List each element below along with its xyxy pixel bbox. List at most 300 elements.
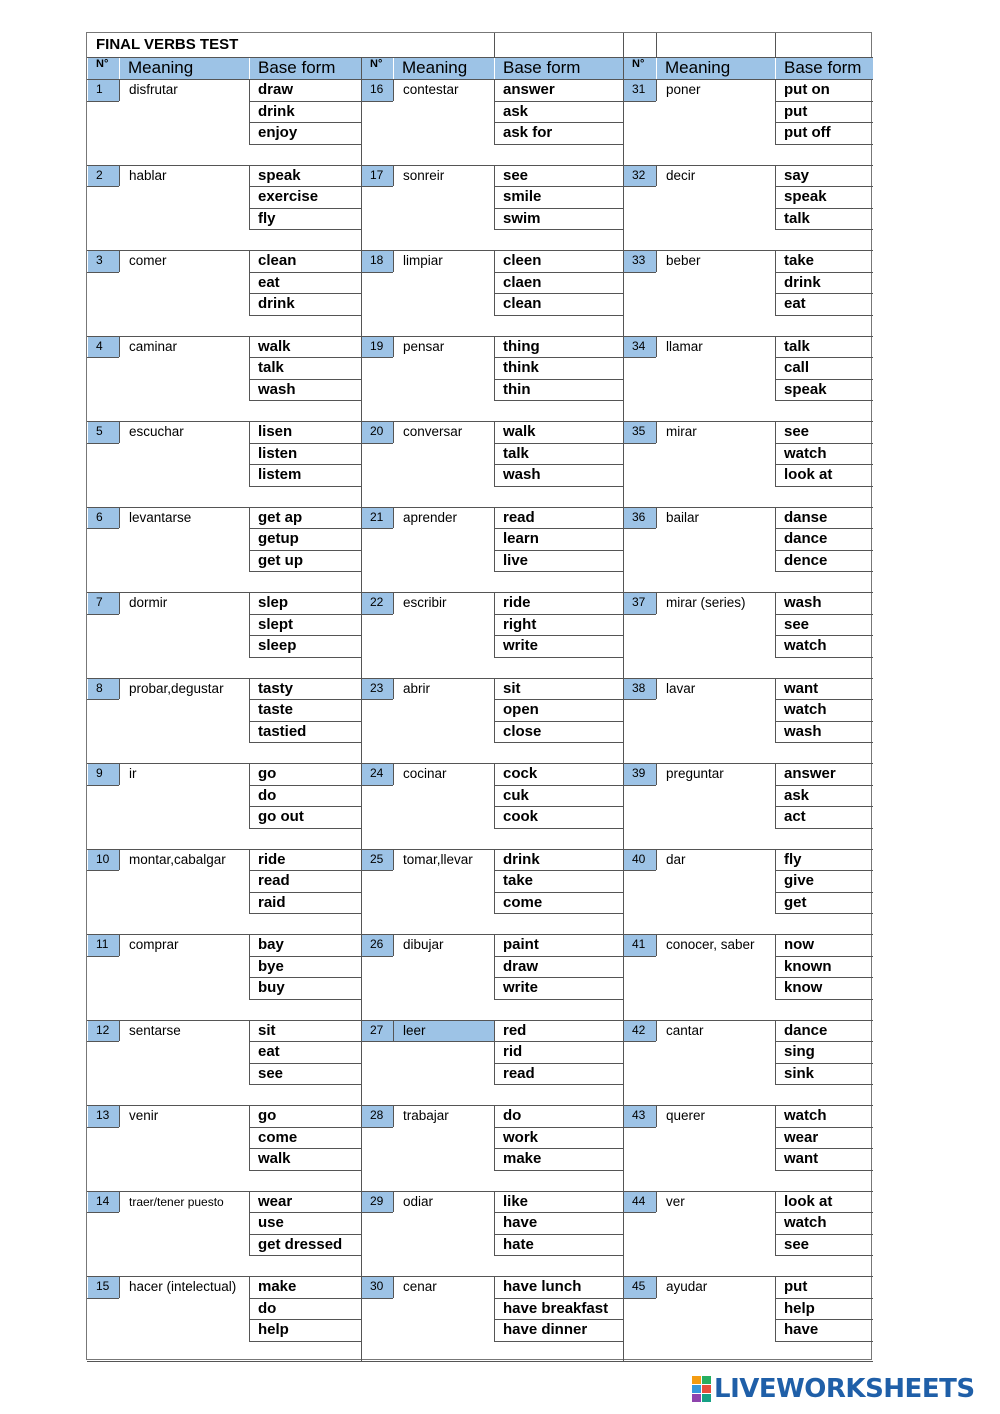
base-form-option[interactable]: say xyxy=(784,166,810,184)
divider-line xyxy=(494,849,495,914)
base-form-option[interactable]: talk xyxy=(784,209,810,227)
base-form-option[interactable]: know xyxy=(784,979,823,996)
option-underline xyxy=(249,870,361,871)
base-form-option[interactable]: listen xyxy=(258,444,298,462)
base-form-option[interactable]: watch xyxy=(784,1214,827,1231)
option-underline xyxy=(775,550,873,551)
base-form-option[interactable]: give xyxy=(784,872,815,889)
base-form-option[interactable]: drink xyxy=(258,295,295,312)
divider-line xyxy=(393,1127,494,1128)
base-form-option[interactable]: have dinner xyxy=(503,1321,588,1338)
divider-line xyxy=(623,357,656,358)
base-form-option[interactable]: have xyxy=(784,1321,819,1338)
base-form-option[interactable]: exercise xyxy=(258,188,319,205)
divider-line xyxy=(87,186,119,187)
base-form-option[interactable]: take xyxy=(503,872,534,889)
base-form-option[interactable]: paint xyxy=(503,936,539,953)
base-form-option[interactable]: listem xyxy=(258,466,302,483)
base-form-option[interactable]: see xyxy=(503,166,529,184)
base-form-option[interactable]: bay xyxy=(258,936,284,953)
divider-line xyxy=(494,934,495,999)
item-number: 32 xyxy=(632,167,646,182)
base-form-option[interactable]: see xyxy=(784,615,810,633)
base-form-option[interactable]: taste xyxy=(258,701,294,718)
group-divider xyxy=(623,165,873,166)
base-form-option[interactable]: help xyxy=(258,1321,289,1338)
base-form-option[interactable]: speak xyxy=(784,188,827,205)
divider-line xyxy=(119,357,249,358)
base-form-option[interactable]: cuk xyxy=(503,786,529,804)
base-form-option[interactable]: sit xyxy=(258,1021,276,1039)
base-form-option[interactable]: do xyxy=(258,1299,277,1317)
divider-line xyxy=(775,165,776,230)
base-form-option[interactable]: make xyxy=(258,1278,297,1295)
divider-line xyxy=(87,699,119,700)
option-underline xyxy=(494,1298,623,1299)
header-number: N° xyxy=(632,58,645,70)
header-meaning: Meaning xyxy=(402,58,468,77)
meaning-text: abrir xyxy=(403,680,431,696)
base-form-option[interactable]: wash xyxy=(503,466,541,483)
base-form-option[interactable]: talk xyxy=(503,444,529,462)
divider-line xyxy=(87,1361,873,1362)
option-underline xyxy=(494,828,623,829)
base-form-option[interactable]: speak xyxy=(258,166,301,184)
item-number: 42 xyxy=(632,1022,646,1037)
meaning-text: ayudar xyxy=(666,1279,708,1294)
base-form-option[interactable]: drink xyxy=(258,102,295,120)
divider-line xyxy=(656,699,775,700)
meaning-text: dar xyxy=(666,851,686,867)
item-number: 44 xyxy=(632,1193,646,1208)
option-underline xyxy=(249,913,361,914)
divider-line xyxy=(393,1212,494,1213)
base-form-option[interactable]: dance xyxy=(784,1021,828,1039)
base-form-option[interactable]: enjoy xyxy=(258,124,298,141)
divider-line xyxy=(87,1212,119,1213)
base-form-option[interactable]: cook xyxy=(503,808,539,825)
number-cell-bg xyxy=(88,508,119,529)
option-underline xyxy=(775,635,873,636)
group-divider xyxy=(361,421,623,422)
base-form-option[interactable]: see xyxy=(258,1064,284,1082)
base-form-option[interactable]: see xyxy=(784,423,810,440)
divider-line xyxy=(494,33,495,57)
item-number: 39 xyxy=(632,766,646,780)
divider-line xyxy=(656,870,775,871)
base-form-option[interactable]: now xyxy=(784,936,814,953)
option-underline xyxy=(494,1127,623,1128)
base-form-option[interactable]: slept xyxy=(258,615,294,633)
item-number: 24 xyxy=(370,766,384,780)
divider-line xyxy=(623,101,656,102)
base-form-option[interactable]: watch xyxy=(784,444,827,462)
base-form-option[interactable]: draw xyxy=(503,957,539,975)
divider-line xyxy=(393,849,394,871)
base-form-option[interactable]: right xyxy=(503,615,537,633)
base-form-option[interactable]: draw xyxy=(258,81,294,98)
meaning-text: preguntar xyxy=(666,766,724,781)
base-form-option[interactable]: live xyxy=(503,551,529,569)
option-underline xyxy=(249,571,361,572)
item-number: 12 xyxy=(96,1022,110,1037)
base-form-option[interactable]: tasty xyxy=(258,679,294,697)
option-underline xyxy=(775,1212,873,1213)
option-underline xyxy=(249,443,361,444)
base-form-option[interactable]: clean xyxy=(503,295,542,312)
group-divider xyxy=(87,250,361,251)
base-form-option[interactable]: claen xyxy=(503,273,542,291)
base-form-option[interactable]: cleen xyxy=(503,252,542,269)
base-form-option[interactable]: think xyxy=(503,359,539,376)
meaning-text: dormir xyxy=(129,595,168,610)
base-form-option[interactable]: smile xyxy=(503,188,542,205)
divider-line xyxy=(656,956,775,957)
base-form-option[interactable]: learn xyxy=(503,530,539,547)
meaning-text: cocinar xyxy=(403,766,447,781)
option-underline xyxy=(775,229,873,230)
divider-line xyxy=(494,57,495,79)
option-underline xyxy=(775,977,873,978)
item-number: 10 xyxy=(96,851,110,866)
base-form-option[interactable]: come xyxy=(258,1128,298,1146)
base-form-option[interactable]: do xyxy=(258,786,277,804)
divider-line xyxy=(249,678,250,743)
meaning-text: mirar (series) xyxy=(666,595,746,610)
divider-line xyxy=(775,421,776,486)
option-underline xyxy=(775,272,873,273)
divider-line xyxy=(119,57,120,79)
base-form-option[interactable]: watch xyxy=(784,701,827,718)
divider-line xyxy=(119,1041,249,1042)
option-underline xyxy=(494,657,623,658)
base-form-option[interactable]: read xyxy=(503,1064,535,1082)
item-number: 45 xyxy=(632,1279,646,1293)
divider-line xyxy=(119,1191,120,1213)
header-meaning: Meaning xyxy=(128,58,194,77)
divider-line xyxy=(775,1276,776,1341)
divider-line xyxy=(623,785,656,786)
meaning-text: odiar xyxy=(403,1193,434,1209)
base-form-option[interactable]: sleep xyxy=(258,637,297,654)
base-form-option[interactable]: open xyxy=(503,701,539,718)
base-form-option[interactable]: eat xyxy=(258,1043,280,1060)
option-underline xyxy=(775,528,873,529)
divider-line xyxy=(775,336,776,401)
item-number: 43 xyxy=(632,1108,646,1122)
base-form-option[interactable]: dence xyxy=(784,551,828,569)
base-form-option[interactable]: get xyxy=(784,893,807,911)
base-form-option[interactable]: read xyxy=(503,508,535,526)
base-form-option[interactable]: walk xyxy=(258,1150,291,1167)
number-cell-bg xyxy=(88,593,119,614)
item-number: 1 xyxy=(96,82,103,96)
base-form-option[interactable]: get ap xyxy=(258,508,303,526)
base-form-option[interactable]: lisen xyxy=(258,423,293,440)
base-form-option[interactable]: talk xyxy=(784,337,810,355)
option-underline xyxy=(494,186,623,187)
base-form-option[interactable]: danse xyxy=(784,508,828,526)
base-form-option[interactable]: wear xyxy=(258,1192,293,1210)
option-underline xyxy=(775,1084,873,1085)
base-form-option[interactable]: rid xyxy=(503,1043,523,1060)
divider-line xyxy=(361,614,393,615)
divider-line xyxy=(249,507,250,572)
item-number: 33 xyxy=(632,253,646,267)
divider-line xyxy=(393,1191,394,1213)
divider-line xyxy=(393,1298,494,1299)
option-underline xyxy=(775,486,873,487)
divider-line xyxy=(361,785,393,786)
base-form-option[interactable]: write xyxy=(503,979,539,996)
option-underline xyxy=(494,122,623,123)
option-underline xyxy=(494,400,623,401)
group-divider xyxy=(361,1105,623,1106)
option-underline xyxy=(775,1148,873,1149)
meaning-text: probar,degustar xyxy=(129,680,224,696)
base-form-option[interactable]: dance xyxy=(784,530,828,547)
base-form-option[interactable]: put xyxy=(784,102,808,120)
base-form-option[interactable]: do xyxy=(503,1107,522,1124)
option-underline xyxy=(775,699,873,700)
divider-line xyxy=(87,1298,119,1299)
base-form-option[interactable]: thin xyxy=(503,380,531,398)
item-number: 22 xyxy=(370,595,384,609)
base-form-option[interactable]: put off xyxy=(784,124,831,141)
option-underline xyxy=(249,1170,361,1171)
base-form-option[interactable]: go out xyxy=(258,808,304,825)
divider-line xyxy=(119,507,120,529)
base-form-option[interactable]: eat xyxy=(784,295,806,312)
option-underline xyxy=(775,1341,873,1342)
base-form-option[interactable]: drink xyxy=(784,273,821,291)
group-divider xyxy=(623,678,873,679)
divider-line xyxy=(393,250,394,272)
base-form-option[interactable]: get up xyxy=(258,551,303,569)
base-form-option[interactable]: fly xyxy=(258,209,276,227)
group-divider xyxy=(623,1020,873,1021)
option-underline xyxy=(249,1319,361,1320)
base-form-option[interactable]: want xyxy=(784,1150,819,1167)
divider-line xyxy=(494,1276,495,1341)
base-form-option[interactable]: look at xyxy=(784,1192,833,1210)
base-form-option[interactable]: known xyxy=(784,957,832,975)
option-underline xyxy=(775,1234,873,1235)
group-divider xyxy=(87,1020,361,1021)
base-form-option[interactable]: ask xyxy=(503,102,529,120)
divider-line xyxy=(249,592,250,657)
base-form-option[interactable]: tastied xyxy=(258,722,307,740)
base-form-option[interactable]: see xyxy=(784,1235,810,1253)
base-form-option[interactable]: clean xyxy=(258,252,297,269)
base-form-option[interactable]: ask xyxy=(784,786,810,804)
group-divider xyxy=(623,250,873,251)
base-form-option[interactable]: read xyxy=(258,872,290,889)
meaning-text: beber xyxy=(666,253,701,268)
number-cell-bg xyxy=(88,166,119,187)
divider-line xyxy=(393,699,494,700)
base-form-option[interactable]: watch xyxy=(784,1107,827,1124)
base-form-option[interactable]: wash xyxy=(784,722,822,740)
divider-line xyxy=(87,57,873,58)
divider-line xyxy=(119,421,120,443)
divider-line xyxy=(656,357,775,358)
divider-line xyxy=(656,421,657,443)
base-form-option[interactable]: cock xyxy=(503,765,538,782)
option-underline xyxy=(494,101,623,102)
option-underline xyxy=(494,806,623,807)
meaning-text: montar,cabalgar xyxy=(129,851,226,867)
divider-line xyxy=(87,956,119,957)
base-form-option[interactable]: help xyxy=(784,1299,815,1317)
base-form-option[interactable]: have lunch xyxy=(503,1278,582,1295)
base-form-option[interactable]: have breakfast xyxy=(503,1299,609,1317)
divider-line xyxy=(656,1276,657,1298)
base-form-option[interactable]: get dressed xyxy=(258,1235,343,1253)
number-cell-bg xyxy=(88,337,119,358)
base-form-option[interactable]: use xyxy=(258,1214,284,1231)
base-form-option[interactable]: hate xyxy=(503,1235,534,1253)
group-divider xyxy=(361,763,623,764)
base-form-option[interactable]: have xyxy=(503,1214,538,1231)
divider-line xyxy=(119,1127,249,1128)
base-form-option[interactable]: sink xyxy=(784,1064,815,1082)
base-form-option[interactable]: walk xyxy=(258,337,291,355)
base-form-option[interactable]: sit xyxy=(503,679,521,697)
item-number: 25 xyxy=(370,851,384,866)
base-form-option[interactable]: wash xyxy=(784,594,822,611)
divider-line xyxy=(249,1020,250,1085)
base-form-option[interactable]: red xyxy=(503,1021,527,1039)
option-underline xyxy=(775,806,873,807)
item-number: 6 xyxy=(96,509,103,524)
base-form-option[interactable]: eat xyxy=(258,273,280,291)
group-divider xyxy=(87,849,361,850)
group-divider xyxy=(623,763,873,764)
base-form-option[interactable]: wear xyxy=(784,1128,819,1146)
meaning-text: comer xyxy=(129,253,167,268)
base-form-option[interactable]: slep xyxy=(258,594,289,611)
base-form-option[interactable]: answer xyxy=(784,765,836,782)
base-form-option[interactable]: bye xyxy=(258,957,284,975)
base-form-option[interactable]: answer xyxy=(503,81,555,98)
meaning-text: lavar xyxy=(666,680,696,696)
base-form-option[interactable]: ask for xyxy=(503,124,553,141)
divider-line xyxy=(656,1041,775,1042)
base-form-option[interactable]: take xyxy=(784,252,815,269)
divider-line xyxy=(623,1041,656,1042)
divider-line xyxy=(119,1105,120,1127)
base-form-option[interactable]: go xyxy=(258,765,277,782)
meaning-text: escuchar xyxy=(129,424,184,439)
option-underline xyxy=(249,1063,361,1064)
base-form-option[interactable]: put on xyxy=(784,81,830,98)
divider-line xyxy=(775,849,776,914)
divider-line xyxy=(393,272,494,273)
option-underline xyxy=(775,614,873,615)
divider-line xyxy=(393,421,394,443)
base-form-option[interactable]: buy xyxy=(258,979,285,996)
base-form-option[interactable]: raid xyxy=(258,893,286,911)
base-form-option[interactable]: drink xyxy=(503,850,540,868)
meaning-text: leer xyxy=(403,1022,426,1038)
divider-line xyxy=(656,507,657,529)
group-divider xyxy=(623,507,873,508)
base-form-option[interactable]: swim xyxy=(503,209,541,227)
divider-line xyxy=(393,165,394,187)
item-number: 37 xyxy=(632,595,646,609)
option-underline xyxy=(249,806,361,807)
meaning-text: ir xyxy=(129,766,137,781)
divider-line xyxy=(393,57,394,79)
base-form-option[interactable]: close xyxy=(503,722,542,740)
base-form-option[interactable]: wash xyxy=(258,380,296,398)
divider-line xyxy=(623,186,656,187)
base-form-option[interactable]: make xyxy=(503,1150,542,1167)
group-divider xyxy=(361,507,623,508)
divider-line xyxy=(623,870,656,871)
group-divider xyxy=(87,1191,361,1192)
base-form-option[interactable]: thing xyxy=(503,337,540,355)
meaning-text: ver xyxy=(666,1193,685,1209)
base-form-option[interactable]: speak xyxy=(784,380,827,398)
base-form-option[interactable]: watch xyxy=(784,637,827,654)
divider-line xyxy=(119,165,120,187)
base-form-option[interactable]: walk xyxy=(503,423,536,440)
option-underline xyxy=(775,400,873,401)
group-divider xyxy=(361,1276,623,1277)
base-form-option[interactable]: look at xyxy=(784,466,833,483)
option-underline xyxy=(249,999,361,1000)
divider-line xyxy=(494,1191,495,1256)
base-form-option[interactable]: ride xyxy=(503,594,531,611)
base-form-option[interactable]: come xyxy=(503,893,543,911)
base-form-option[interactable]: fly xyxy=(784,850,802,868)
base-form-option[interactable]: like xyxy=(503,1192,529,1210)
divider-line xyxy=(249,421,250,486)
group-divider xyxy=(361,1191,623,1192)
base-form-option[interactable]: work xyxy=(503,1128,539,1146)
divider-line xyxy=(361,272,393,273)
base-form-option[interactable]: write xyxy=(503,637,539,654)
option-underline xyxy=(494,272,623,273)
base-form-option[interactable]: getup xyxy=(258,530,299,547)
meaning-text: llamar xyxy=(666,338,703,354)
base-form-option[interactable]: ride xyxy=(258,850,286,868)
base-form-option[interactable]: act xyxy=(784,808,806,825)
header-number: N° xyxy=(96,58,109,70)
item-number: 7 xyxy=(96,595,103,609)
base-form-option[interactable]: want xyxy=(784,679,819,697)
divider-line xyxy=(87,870,119,871)
option-underline xyxy=(494,1212,623,1213)
divider-line xyxy=(494,592,495,657)
base-form-option[interactable]: call xyxy=(784,359,810,376)
option-underline xyxy=(775,1127,873,1128)
base-form-option[interactable]: put xyxy=(784,1278,808,1295)
item-number: 27 xyxy=(370,1022,384,1037)
item-number: 17 xyxy=(370,167,384,182)
divider-line xyxy=(119,785,249,786)
base-form-option[interactable]: sing xyxy=(784,1043,815,1060)
option-underline xyxy=(775,956,873,957)
base-form-option[interactable]: go xyxy=(258,1107,277,1124)
divider-line xyxy=(87,443,119,444)
divider-line xyxy=(623,956,656,957)
base-form-option[interactable]: talk xyxy=(258,359,284,376)
group-divider xyxy=(87,507,361,508)
logo-text: LIVEWORKSHEETS xyxy=(714,1374,975,1404)
